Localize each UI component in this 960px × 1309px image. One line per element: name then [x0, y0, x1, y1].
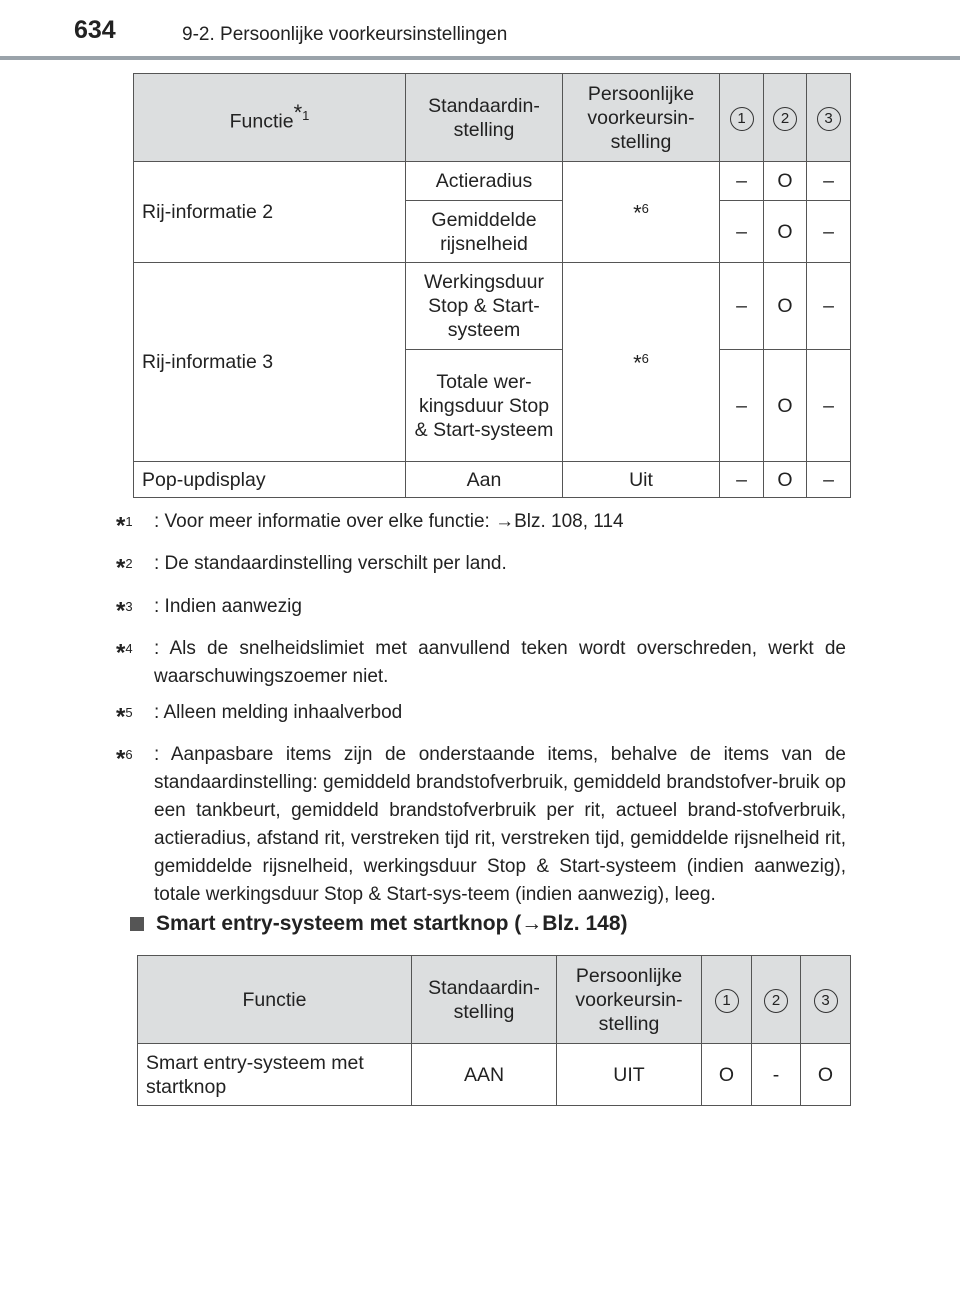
footnote: *$^1$ : Voor meer informatie over elke functie: →Blz. 108, 114	[116, 511, 624, 540]
col-header-3	[807, 74, 851, 162]
col-header-default: Standaardin-stelling	[406, 74, 563, 162]
col-header-default: Standaardin-stelling	[412, 956, 557, 1044]
footnote: *$^3$ : Indien aanwezig	[116, 595, 302, 624]
subheading	[130, 912, 628, 936]
footnote: *$^5$ : Alleen melding inhaalverbod	[116, 701, 403, 731]
mark-o: O	[764, 350, 807, 462]
footnote: *$^2$ : De standaardinstelling verschilt per land.	[116, 553, 507, 582]
mark-o: O	[702, 1044, 752, 1106]
mark-dash: –	[720, 350, 764, 462]
circle-3-icon: 3	[817, 107, 841, 131]
col-header-functie: Functie	[138, 956, 412, 1044]
mark-dash: –	[720, 201, 764, 263]
cell-popup-custom: Uit	[563, 462, 720, 498]
mark-dash: –	[807, 350, 851, 462]
mark-dash: -	[752, 1044, 801, 1106]
mark-dash: –	[807, 462, 851, 498]
mark-dash: –	[807, 263, 851, 350]
col-header-3	[801, 956, 851, 1044]
col-header-custom: Persoonlijke voorkeursin-stelling	[557, 956, 702, 1044]
mark-o: O	[764, 263, 807, 350]
footnote: *$^6$ : Aanpasbare items zijn de onderstaande items, behalve de items van de standaardinstelling: gemiddeld brandstofverbruik, gemiddeld brandstofver-bruik op een tankbeurt, gemiddeld brandstofverbruik per rit, actueel brand-stofverbruik, actieradius, afstand rit, verstreken tijd rit, verstreken tijd, gemiddelde rijsnelheid rit, gemiddelde rijsnelheid, werkingsduur Stop & Start-systeem (indien aanwezig), totale werkingsduur Stop & Start-sys-teem (indien aanwezig), leeg.	[116, 744, 846, 906]
mark-o: O	[764, 462, 807, 498]
mark-o: O	[801, 1044, 851, 1106]
mark-dash: –	[807, 162, 851, 201]
mark-dash: –	[807, 201, 851, 263]
page-header	[0, 0, 960, 62]
footnotes	[116, 508, 846, 917]
circle-2-icon: 2	[773, 107, 797, 131]
row-label-ri2: Rij-informatie 2	[134, 162, 406, 263]
cell-popup-default: Aan	[406, 462, 563, 498]
mark-dash: –	[720, 462, 764, 498]
cell-gem-rijsnelheid: Gemiddelde rijsnelheid	[406, 201, 563, 263]
cell-ri3-default: *$^6$	[563, 263, 720, 462]
section-title: 9-2. Persoonlijke voorkeursinstellingen	[182, 24, 508, 45]
footnote: *$^4$ : Als de snelheidslimiet met aanvullend teken wordt overschreden, werkt de waarschuwingszoemer niet.	[116, 637, 846, 687]
cell-smart-custom: UIT	[557, 1044, 702, 1106]
row-label-smart-entry: Smart entry-systeem met startknop	[138, 1044, 412, 1106]
cell-actieradius: Actieradius	[406, 162, 563, 201]
circle-2-icon: 2	[764, 989, 788, 1013]
cell-smart-default: AAN	[412, 1044, 557, 1106]
col-header-1	[702, 956, 752, 1044]
square-bullet-icon	[130, 917, 144, 931]
row-label-popup: Pop-updisplay	[134, 462, 406, 498]
circle-3-icon: 3	[814, 989, 838, 1013]
cell-totale-werkingsduur: Totale wer-kingsduur Stop & Start-systeem	[406, 350, 563, 462]
subheading-text: Smart entry-systeem met startknop (→Blz. 148)	[156, 912, 628, 935]
col-header-2	[752, 956, 801, 1044]
settings-table-1	[133, 73, 851, 498]
header-rule	[0, 56, 960, 60]
mark-dash: –	[720, 162, 764, 201]
settings-table-2	[137, 955, 851, 1106]
cell-ri2-default: *$^6$	[563, 162, 720, 263]
col-header-1	[720, 74, 764, 162]
page-number: 634	[74, 16, 116, 44]
mark-dash: –	[720, 263, 764, 350]
col-header-2	[764, 74, 807, 162]
col-header-custom: Persoonlijke voorkeursin-stelling	[563, 74, 720, 162]
circle-1-icon: 1	[730, 107, 754, 131]
circle-1-icon: 1	[715, 989, 739, 1013]
col-header-functie: Functie$^{*1}$	[134, 74, 406, 162]
cell-werkingsduur: Werkingsduur Stop & Start-systeem	[406, 263, 563, 350]
mark-o: O	[764, 162, 807, 201]
row-label-ri3: Rij-informatie 3	[134, 263, 406, 462]
mark-o: O	[764, 201, 807, 263]
